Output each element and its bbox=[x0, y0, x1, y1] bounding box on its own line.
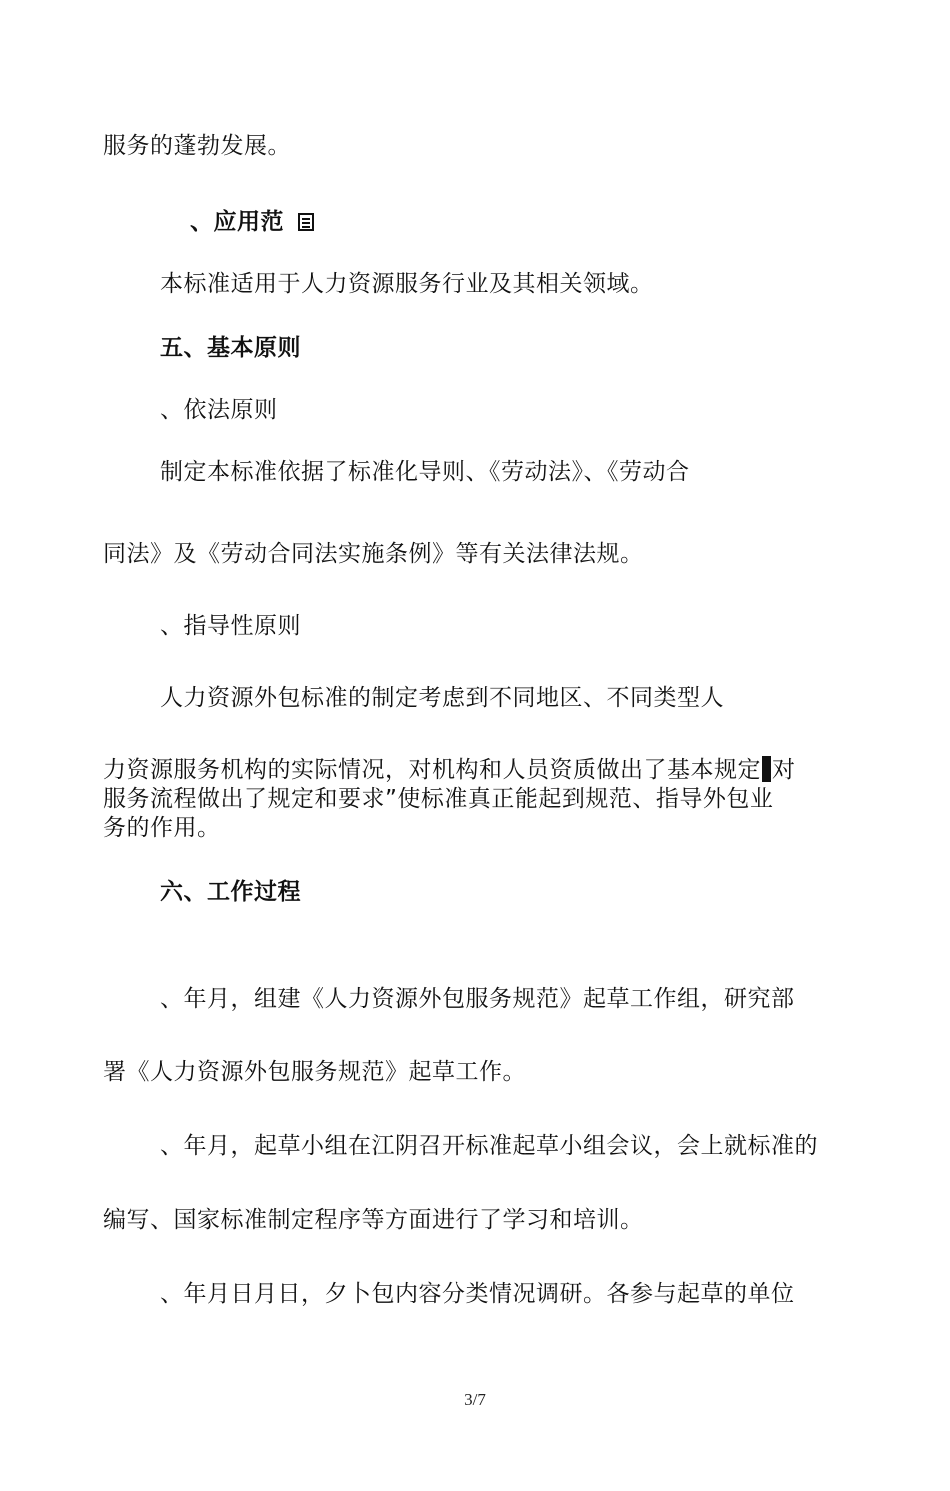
broken-glyph-icon bbox=[298, 213, 314, 231]
paragraph-text: 力资源服务机构的实际情况，对机构和人员资质做出了基本规定 bbox=[103, 757, 761, 783]
paragraph-line: 服务流程做出了规定和要求”使标准真正能起到规范、指导外包业 bbox=[103, 786, 774, 812]
paragraph-block bbox=[103, 756, 853, 843]
paragraph-line: 务的作用。 bbox=[103, 815, 221, 841]
section-heading-principles: 五、基本原则 bbox=[160, 335, 301, 361]
text-cursor-icon bbox=[762, 756, 771, 782]
page-number: 3/7 bbox=[464, 1390, 486, 1409]
paragraph-line: 、年月，起草小组在江阴召开标准起草小组会议，会上就标准的 bbox=[160, 1133, 818, 1159]
paragraph-line: 同法》及《劳动合同法实施条例》等有关法律法规。 bbox=[103, 541, 644, 567]
paragraph-line: 署《人力资源外包服务规范》起草工作。 bbox=[103, 1059, 526, 1085]
paragraph-line: 、年月日月日，夕卜包内容分类情况调研。各参与起草的单位 bbox=[160, 1281, 795, 1307]
paragraph-line: 人力资源外包标准的制定考虑到不同地区、不同类型人 bbox=[160, 685, 724, 711]
paragraph-text: 对 bbox=[772, 757, 796, 783]
paragraph-line: 本标准适用于人力资源服务行业及其相关领域。 bbox=[160, 271, 654, 297]
paragraph-line: 、年月，组建《人力资源外包服务规范》起草工作组，研究部 bbox=[160, 986, 795, 1012]
paragraph-line bbox=[103, 756, 853, 785]
paragraph-line: 编写、国家标准制定程序等方面进行了学习和培训。 bbox=[103, 1207, 644, 1233]
subsection-heading: 、指导性原则 bbox=[160, 613, 301, 639]
paragraph-line: 服务的蓬勃发展。 bbox=[103, 133, 291, 159]
section-heading-text: 、应用范 bbox=[190, 209, 284, 235]
section-heading-process: 六、工作过程 bbox=[160, 879, 301, 905]
paragraph-line: 制定本标准依据了标准化导则、《劳动法》、《劳动合 bbox=[160, 459, 690, 485]
subsection-heading: 、依法原则 bbox=[160, 397, 278, 423]
section-heading-scope bbox=[190, 208, 314, 236]
